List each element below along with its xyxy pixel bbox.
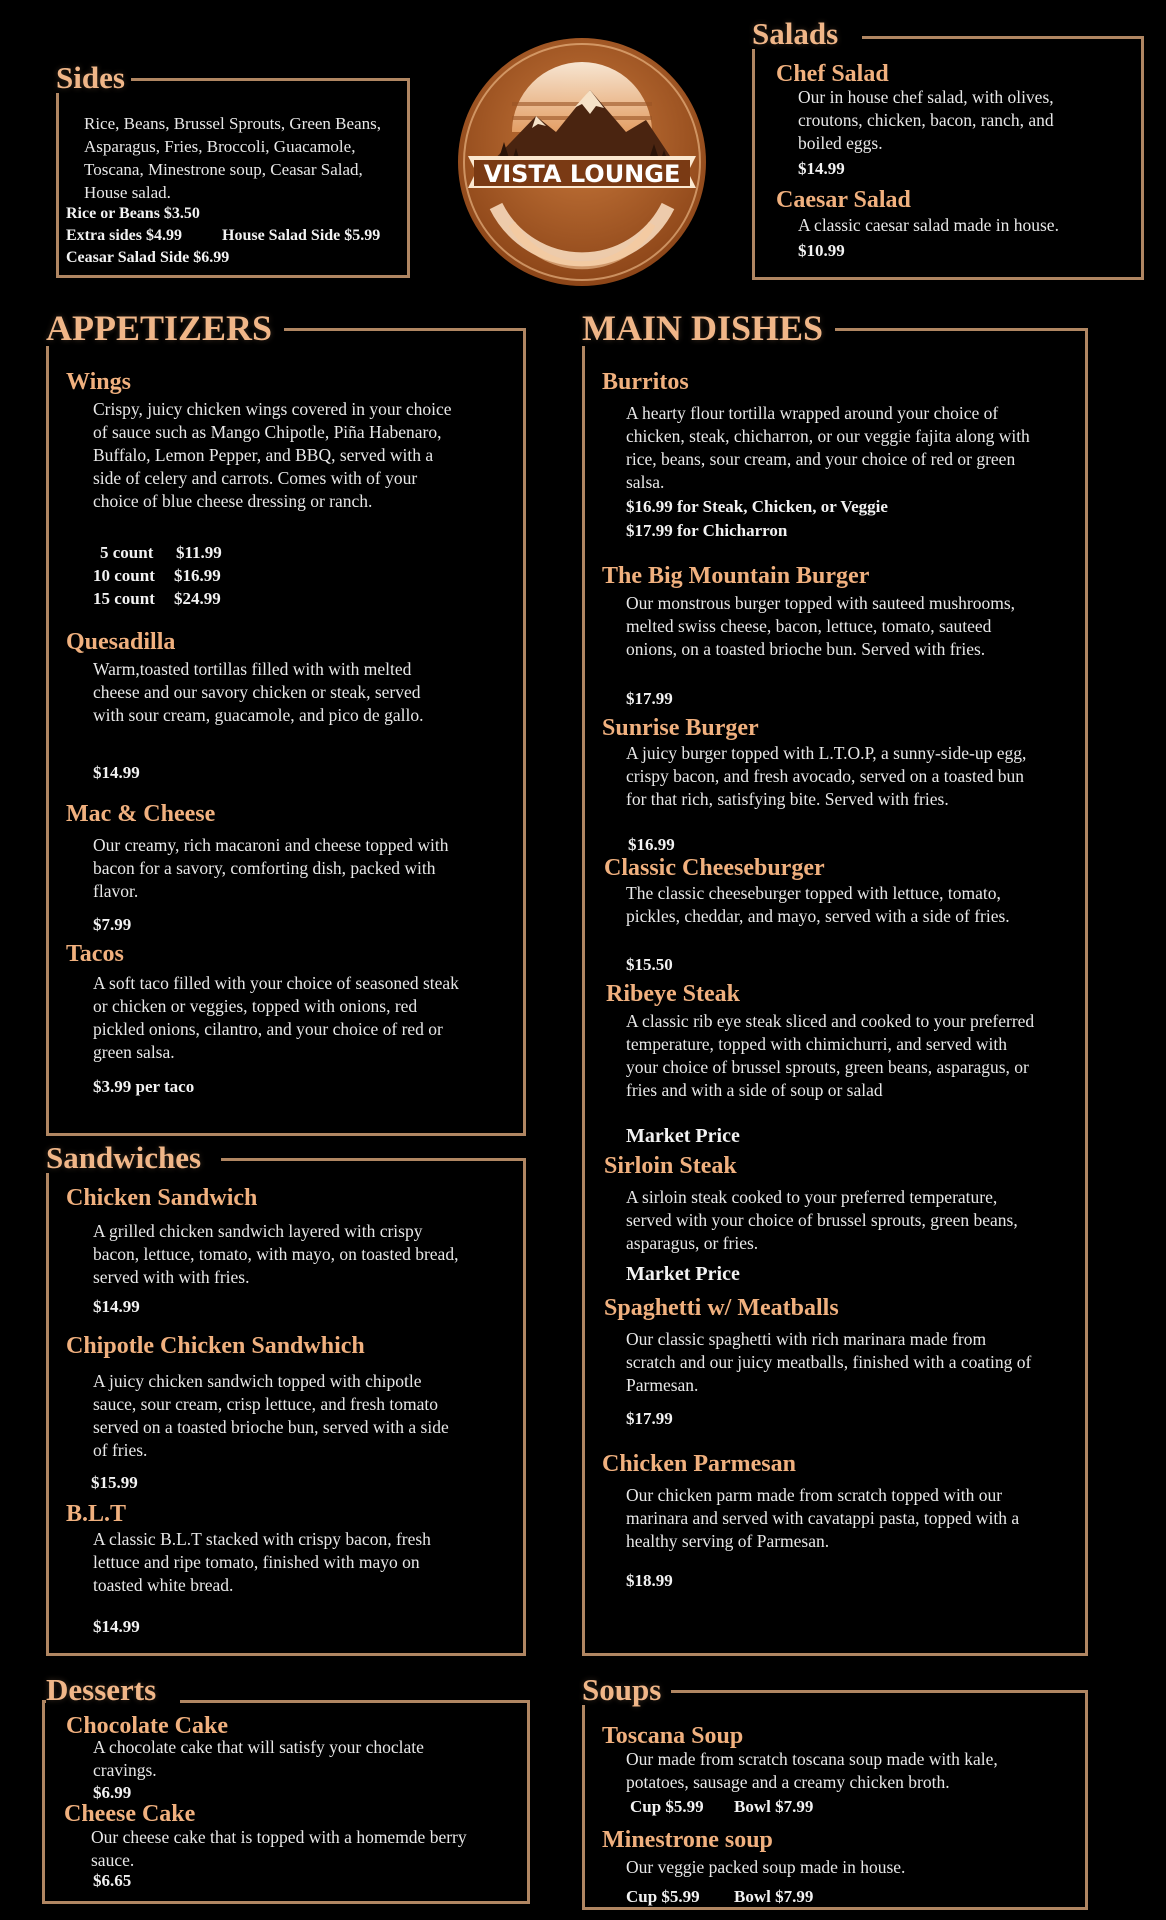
main-dish-name: Sunrise Burger	[602, 715, 759, 741]
appetizer-desc: A soft taco filled with your choice of seasoned steak or chicken or veggies, topped with onions, red pickled onions, cilantro, and your choice of red or green salsa.	[93, 973, 459, 1062]
main-dish-name: The Big Mountain Burger	[602, 563, 870, 589]
dessert-desc: A chocolate cake that will satisfy your choclate cravings.	[93, 1737, 424, 1780]
dessert-name: Cheese Cake	[64, 1801, 196, 1827]
main-dish-name: Burritos	[602, 369, 689, 395]
main-dish-name: Ribeye Steak	[606, 981, 740, 1007]
main-dish-price-2: $17.99 for Chicharron	[626, 521, 788, 540]
vista-lounge-logo	[456, 36, 708, 288]
salad-desc: A classic caesar salad made in house.	[798, 215, 1059, 235]
appetizer-name: Wings	[66, 369, 131, 395]
main-dish-name: Chicken Parmesan	[602, 1451, 796, 1477]
soup-bowl-price: Bowl $7.99	[734, 1887, 814, 1906]
main-dish-desc: A hearty flour tortilla wrapped around your choice of chicken, steak, chicharron, or our veggie fajita along with rice, beans, sour cream, and your choice of red or green salsa.	[626, 403, 1030, 492]
appetizer-name: Tacos	[66, 941, 124, 967]
wings-price: $16.99	[174, 566, 221, 585]
sandwich-price: $15.99	[91, 1473, 138, 1492]
soup-cup-price: Cup $5.99	[630, 1797, 704, 1816]
soup-name: Minestrone soup	[602, 1827, 773, 1853]
main-dish-price: $18.99	[626, 1571, 673, 1590]
appetizers-title: APPETIZERS	[46, 310, 284, 346]
sandwich-desc: A juicy chicken sandwich topped with chipotle sauce, sour cream, crisp lettuce, and fresh tomato served on a toasted brioche bun, served with a side of fries.	[93, 1371, 449, 1460]
salad-price: $10.99	[798, 241, 845, 260]
soup-bowl-price: Bowl $7.99	[734, 1797, 814, 1816]
sandwich-name: Chipotle Chicken Sandwhich	[66, 1333, 365, 1359]
salads-title: Salads	[752, 18, 862, 49]
main-dish-price: $17.99	[626, 1409, 673, 1428]
appetizer-price: $7.99	[93, 915, 132, 934]
soup-desc: Our made from scratch toscana soup made with kale, potatoes, sausage and a creamy chicken broth.	[626, 1749, 998, 1792]
sides-desc: Rice, Beans, Brussel Sprouts, Green Beans, Asparagus, Fries, Broccoli, Guacamole, Toscana, Minestrone soup, Ceasar Salad, House salad.	[84, 114, 381, 202]
wings-price: $24.99	[174, 589, 221, 608]
main-dish-price: $16.99 for Steak, Chicken, or Veggie	[626, 497, 888, 516]
wings-count: 5 count	[100, 543, 154, 562]
appetizer-price: $14.99	[93, 763, 140, 782]
logo-text: VISTA LOUNGE	[483, 160, 681, 188]
dessert-name: Chocolate Cake	[66, 1713, 228, 1739]
sides-line-3: Ceasar Salad Side $6.99	[66, 249, 230, 266]
main-dish-price: $15.50	[626, 955, 673, 974]
sides-line-2a: Extra sides $4.99	[66, 227, 182, 244]
main-dish-desc: A juicy burger topped with L.T.O.P, a sunny-side-up egg, crispy bacon, and fresh avocado, served on a toasted bun for that rich, satisfying bite. Served with fries.	[626, 743, 1027, 809]
salad-desc: Our in house chef salad, with olives, croutons, chicken, bacon, ranch, and boiled eggs.	[798, 87, 1054, 153]
sandwich-price: $14.99	[93, 1297, 140, 1316]
sandwich-price: $14.99	[93, 1617, 140, 1636]
appetizer-desc: Our creamy, rich macaroni and cheese topped with bacon for a savory, comforting dish, packed with flavor.	[93, 835, 449, 901]
main-dish-name: Sirloin Steak	[604, 1153, 737, 1179]
main-dish-desc: A sirloin steak cooked to your preferred temperature, served with your choice of brussel sprouts, green beans, asparagus, or fries.	[626, 1187, 1018, 1253]
sandwich-name: B.L.T	[66, 1501, 127, 1527]
wings-price: $11.99	[176, 543, 222, 562]
salad-price: $14.99	[798, 159, 845, 178]
main-dish-price: Market Price	[626, 1263, 740, 1285]
main-dish-price: $16.99	[628, 835, 675, 854]
sides-line-1: Rice or Beans $3.50	[66, 205, 200, 222]
soup-desc: Our veggie packed soup made in house.	[626, 1857, 906, 1877]
appetizer-name: Mac & Cheese	[66, 801, 216, 827]
main-dish-desc: Our monstrous burger topped with sauteed mushrooms, melted swiss cheese, bacon, lettuce, tomato, sauteed onions, on a toasted brioche bun. Served with fries.	[626, 593, 1016, 659]
salad-name: Chef Salad	[776, 61, 889, 87]
main-dishes-title: MAIN DISHES	[582, 310, 835, 346]
appetizer-desc: Crispy, juicy chicken wings covered in your choice of sauce such as Mango Chipotle, Piña Habenaro, Buffalo, Lemon Pepper, and BBQ, served with a side of celery and carrots. Comes with of your choice of blue cheese dressing or ranch.	[93, 399, 452, 511]
soup-name: Toscana Soup	[602, 1723, 744, 1749]
sandwiches-title: Sandwiches	[46, 1142, 221, 1173]
wings-count: 10 count	[93, 566, 155, 585]
main-dish-desc: A classic rib eye steak sliced and cooked to your preferred temperature, topped with chimichurri, and served with your choice of brussel sprouts, green beans, asparagus, or fries and with a side of soup or salad	[626, 1011, 1035, 1100]
appetizer-name: Quesadilla	[66, 629, 176, 655]
appetizer-price: $3.99 per taco	[93, 1077, 195, 1096]
wings-count: 15 count	[93, 589, 155, 608]
main-dish-desc: The classic cheeseburger topped with lettuce, tomato, pickles, cheddar, and mayo, served with a side of fries.	[626, 883, 1010, 926]
main-dish-name: Classic Cheeseburger	[604, 855, 825, 881]
salad-name: Caesar Salad	[776, 187, 911, 213]
main-dish-desc: Our chicken parm made from scratch topped with our marinara and served with cavatappi pasta, topped with a healthy serving of Parmesan.	[626, 1485, 1020, 1551]
desserts-title: Desserts	[46, 1674, 180, 1705]
sandwich-name: Chicken Sandwich	[66, 1185, 258, 1211]
soup-cup-price: Cup $5.99	[626, 1887, 700, 1906]
soups-title: Soups	[582, 1674, 671, 1705]
sandwich-desc: A grilled chicken sandwich layered with crispy bacon, lettuce, tomato, with mayo, on toasted bread, served with with fries.	[93, 1221, 459, 1287]
main-dish-price: $17.99	[626, 689, 673, 708]
main-dish-desc: Our classic spaghetti with rich marinara made from scratch and our juicy meatballs, finished with a coating of Parmesan.	[626, 1329, 1032, 1395]
sides-line-2b: House Salad Side $5.99	[222, 227, 381, 244]
sides-title: Sides	[56, 62, 131, 93]
appetizer-desc: Warm,toasted tortillas filled with with melted cheese and our savory chicken or steak, served with sour cream, guacamole, and pico de gallo.	[93, 659, 424, 725]
dessert-price: $6.65	[93, 1871, 132, 1890]
dessert-price: $6.99	[93, 1783, 132, 1802]
main-dish-name: Spaghetti w/ Meatballs	[604, 1295, 839, 1321]
sandwich-desc: A classic B.L.T stacked with crispy bacon, fresh lettuce and ripe tomato, finished with mayo on toasted white bread.	[93, 1529, 431, 1595]
dessert-desc: Our cheese cake that is topped with a homemde berry sauce.	[91, 1827, 467, 1870]
main-dish-price: Market Price	[626, 1125, 740, 1147]
